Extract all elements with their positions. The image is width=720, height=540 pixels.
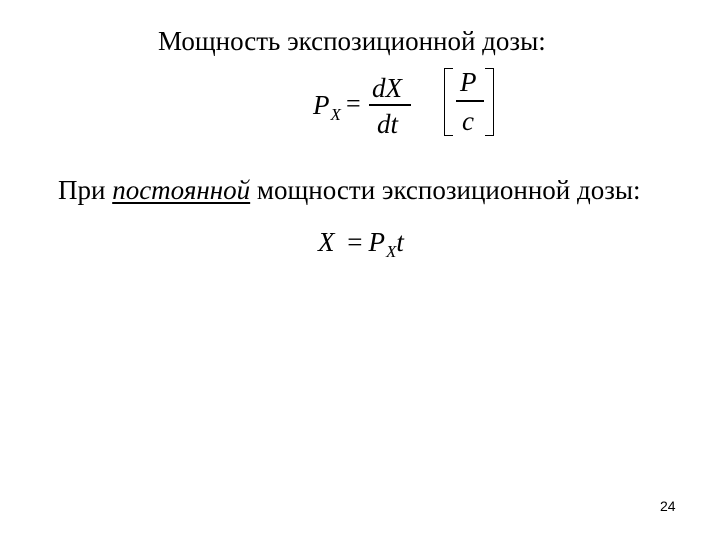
constant-rate-sentence xyxy=(58,177,641,204)
formula1-fraction-line xyxy=(369,104,411,106)
formula1-lhs xyxy=(313,90,341,124)
formula1-denominator: dt xyxy=(377,109,399,139)
formula1-equals: = xyxy=(346,89,361,118)
unit-denominator: c xyxy=(462,106,474,136)
page-number: 24 xyxy=(660,498,676,514)
formula1-symbol: P xyxy=(313,90,330,120)
unit-bracket-left xyxy=(444,68,453,136)
sentence-after: мощности экспозиционной дозы: xyxy=(250,175,641,205)
formula2-variable: t xyxy=(396,227,404,257)
sentence-emphasis: постоянной xyxy=(112,175,251,205)
unit-fraction-line xyxy=(456,100,484,102)
slide-title: Мощность экспозиционной дозы: xyxy=(158,26,546,56)
formula1-numerator: dX xyxy=(372,73,402,103)
formula2-subscript: X xyxy=(385,242,397,261)
unit-bracket-right xyxy=(485,68,494,136)
dose-formula xyxy=(318,227,404,261)
formula2-symbol: P xyxy=(368,227,385,257)
formula1-subscript: X xyxy=(330,105,341,124)
unit-numerator: P xyxy=(460,67,477,97)
formula2-lhs: X xyxy=(318,227,335,257)
formula2-equals: = xyxy=(347,227,363,257)
sentence-before: При xyxy=(58,175,113,205)
